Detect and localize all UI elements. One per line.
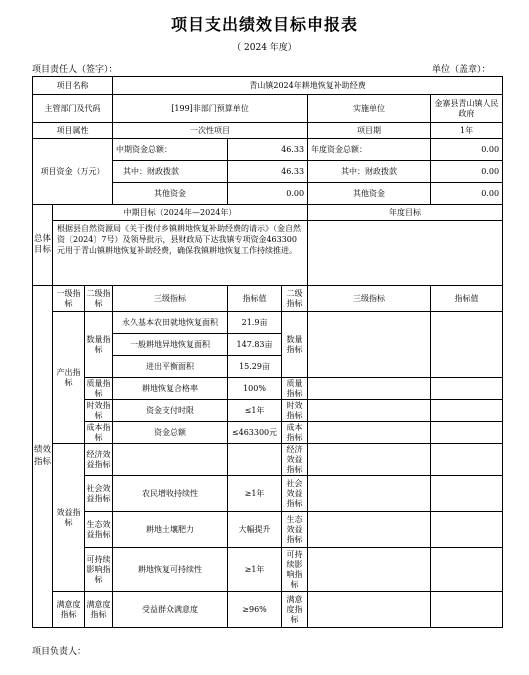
table-row: 耕地恢复合格率: [113, 378, 228, 400]
funds-label: 项目资金（万元）: [33, 139, 113, 205]
period-value: 1年: [431, 123, 503, 139]
unit-label: 单位（盖章）：: [432, 65, 491, 75]
h-level3-right: 三级指标: [308, 286, 431, 312]
right-cell: [308, 476, 431, 512]
social-indicator-label-right: 社会效益指标: [282, 476, 308, 512]
year-fiscal-label: 其中：财政拨款: [308, 161, 431, 183]
table-row: 100%: [228, 378, 282, 400]
perf-indicator-label: 绩效指标: [33, 286, 53, 628]
mid-goal-text: 根据县自然资源局《关于拨付乡镇耕地恢复补助经费的请示》（金自然资〔2024〕7号）及领导批示，县财政局下达我镇专项资金463300元用于青山镇耕地恢复补助经费，确保我镇耕地恢复工作持续推进。: [53, 221, 308, 286]
cost-indicator-label: 成本指标: [85, 422, 113, 444]
footer-person-label: 项目负责人：: [32, 647, 87, 657]
project-name-value: 青山镇2024年耕地恢复补助经费: [113, 77, 503, 95]
right-cell: [308, 378, 431, 400]
right-cell: [431, 400, 503, 422]
table-row: [228, 444, 282, 476]
impl-unit-value: 金寨县青山镇人民政府: [431, 95, 503, 123]
mid-fiscal-label: 其中：财政拨款: [113, 161, 228, 183]
table-row: 农民增收持续性: [113, 476, 228, 512]
right-cell: [431, 592, 503, 628]
time-indicator-label-right: 时效指标: [282, 400, 308, 422]
eco-indicator-label: 生态效益指标: [85, 512, 113, 548]
year-line: （ 2024 年度）: [232, 43, 297, 53]
overall-goal-label: 总体目标: [33, 205, 53, 286]
right-cell: [431, 444, 503, 476]
qual-indicator-label-right: 质量指标: [282, 378, 308, 400]
benefit-indicator-label: 效益指标: [53, 444, 85, 592]
econ-indicator-label-right: 经济效益指标: [282, 444, 308, 476]
right-cell: [431, 512, 503, 548]
right-cell: [308, 512, 431, 548]
mid-other-value: 0.00: [228, 183, 308, 205]
table-row: ≥1年: [228, 476, 282, 512]
table-row: 资金总额: [113, 422, 228, 444]
qty-indicator-label-right: 数量指标: [282, 312, 308, 378]
h-level3: 三级指标: [113, 286, 228, 312]
year-other-label: 其他资金: [308, 183, 431, 205]
mid-fiscal-value: 46.33: [228, 161, 308, 183]
h-level2-right: 二级指标: [282, 286, 308, 312]
table-row: 耕地土壤肥力: [113, 512, 228, 548]
sustain-indicator-label-right: 可持续影响指标: [282, 548, 308, 592]
attr-value: 一次性项目: [113, 123, 308, 139]
right-cell: [308, 312, 431, 378]
qty-indicator-label: 数量指标: [85, 312, 113, 378]
table-row: 耕地恢复可持续性: [113, 548, 228, 592]
period-label: 项目期: [308, 123, 431, 139]
year-goal-header: 年度目标: [308, 205, 503, 221]
right-cell: [431, 422, 503, 444]
project-name-label: 项目名称: [33, 77, 113, 95]
dept-value: [199]非部门预算单位: [113, 95, 308, 123]
mid-total-label: 中期资金总额：: [113, 139, 228, 161]
year-total-value: 0.00: [431, 139, 503, 161]
mid-goal-header: 中期目标（2024年—2024年）: [53, 205, 308, 221]
right-cell: [308, 592, 431, 628]
table-row: 一般耕地异地恢复面积: [113, 334, 228, 356]
eco-indicator-label-right: 生态效益指标: [282, 512, 308, 548]
mid-other-label: 其他资金: [113, 183, 228, 205]
attr-label: 项目属性: [33, 123, 113, 139]
right-cell: [431, 476, 503, 512]
right-cell: [308, 444, 431, 476]
table-row: 进出平衡面积: [113, 356, 228, 378]
cost-indicator-label-right: 成本指标: [282, 422, 308, 444]
qual-indicator-label: 质量指标: [85, 378, 113, 400]
year-other-value: 0.00: [431, 183, 503, 205]
sustain-indicator-label: 可持续影响指标: [85, 548, 113, 592]
table-row: 21.9亩: [228, 312, 282, 334]
year-fiscal-value: 0.00: [431, 161, 503, 183]
year-total-label: 年度资金总额：: [308, 139, 431, 161]
satisfaction-l2-label-right: 满意度指标: [282, 592, 308, 628]
table-row: ≥96%: [228, 592, 282, 628]
satisfaction-l1-label: 满意度指标: [53, 592, 85, 628]
table-row: 资金支付时限: [113, 400, 228, 422]
dept-label: 主管部门及代码: [33, 95, 113, 123]
social-indicator-label: 社会效益指标: [85, 476, 113, 512]
satisfaction-l2-label: 满意度指标: [85, 592, 113, 628]
year-goal-text: [308, 221, 503, 286]
h-level2: 二级指标: [85, 286, 113, 312]
table-row: ≤1年: [228, 400, 282, 422]
table-row: 永久基本农田就地恢复面积: [113, 312, 228, 334]
right-cell: [308, 422, 431, 444]
table-row: 大幅提升: [228, 512, 282, 548]
responsible-label: 项目责任人（签字）：: [32, 65, 118, 75]
right-cell: [431, 378, 503, 400]
table-row: 受益群众满意度: [113, 592, 228, 628]
right-cell: [431, 312, 503, 378]
page-title: 项目支出绩效目标申报表: [170, 15, 358, 34]
impl-unit-label: 实施单位: [308, 95, 431, 123]
time-indicator-label: 时效指标: [85, 400, 113, 422]
econ-indicator-label: 经济效益指标: [85, 444, 113, 476]
output-indicator-label: 产出指标: [53, 312, 85, 444]
right-cell: [431, 548, 503, 592]
table-row: 147.83亩: [228, 334, 282, 356]
right-cell: [308, 400, 431, 422]
table-row: [113, 444, 228, 476]
h-value-right: 指标值: [431, 286, 503, 312]
table-row: ≤463300元: [228, 422, 282, 444]
h-value: 指标值: [228, 286, 282, 312]
mid-total-value: 46.33: [228, 139, 308, 161]
right-cell: [308, 548, 431, 592]
table-row: 15.29亩: [228, 356, 282, 378]
performance-table: [32, 76, 503, 628]
table-row: ≥1年: [228, 548, 282, 592]
h-level1: 一级指标: [53, 286, 85, 312]
